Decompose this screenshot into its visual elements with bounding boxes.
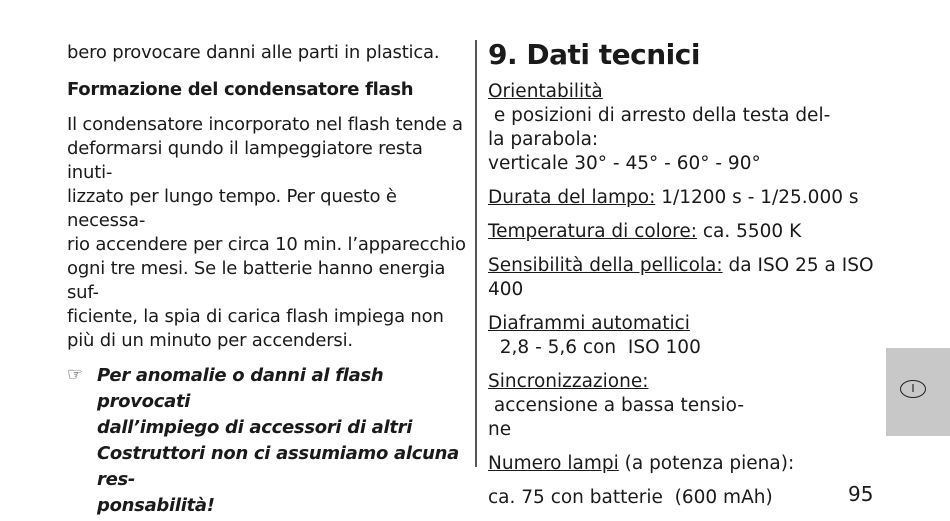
spec-line: [488, 80, 888, 128]
spec-label: Sincronizzazione:: [488, 371, 649, 392]
warning-line: dall’impiego di accessori di altri: [97, 417, 413, 438]
spec-label: Temperatura di colore:: [488, 221, 697, 242]
spec-item: [488, 254, 888, 302]
spec-item: [488, 80, 888, 176]
spec-item: [488, 186, 888, 210]
spec-item: [488, 220, 888, 244]
warning-line: Per anomalie o danni al flash provocati: [97, 365, 384, 412]
spec-label: Diaframmi automatici: [488, 313, 690, 334]
spec-value: 2,8 - 5,6 con ISO 100: [488, 337, 701, 358]
paragraph: [67, 113, 467, 353]
right-column: [488, 38, 888, 520]
paragraph-line: lizzato per lungo tempo. Per questo è necessa-: [67, 186, 397, 231]
spec-value: ca. 75 con batterie (600 mAh): [488, 487, 773, 508]
spec-label: Numero lampi: [488, 453, 619, 474]
spec-value: e posizioni di arresto della testa del-: [488, 105, 831, 126]
spec-continuation: la parabola:: [488, 129, 599, 150]
spec-line: [488, 452, 888, 476]
warning-text: [97, 363, 467, 519]
warning-line: Costruttori non ci assumiamo alcuna res-: [97, 443, 459, 490]
warning-note: [67, 363, 467, 519]
spec-line: [488, 370, 888, 418]
paragraph-line: rio accendere per circa 10 min. l’apparecchio: [67, 234, 466, 255]
spec-item: [488, 312, 888, 360]
spec-line: [488, 486, 888, 510]
spec-line: [488, 254, 888, 278]
left-column: [67, 41, 467, 519]
spec-value: ca. 5500 K: [696, 221, 802, 242]
spec-list: [488, 80, 888, 510]
column-divider: [475, 40, 477, 467]
paragraph-line: ficiente, la spia di carica flash impiega non: [67, 306, 444, 327]
spec-item: [488, 370, 888, 442]
pointing-hand-icon: ☞: [67, 364, 84, 385]
spec-value: 1/1200 s - 1/25.000 s: [655, 187, 859, 208]
paragraph-line: Il condensatore incorporato nel flash tende a: [67, 114, 463, 135]
spec-line: [488, 186, 888, 210]
page-number: 95: [848, 482, 874, 506]
spec-continuation: ne: [488, 419, 512, 440]
spec-line: [488, 312, 888, 360]
spec-value: (a potenza piena):: [618, 453, 795, 474]
warning-line: ponsabilità!: [97, 495, 215, 516]
language-badge: I: [900, 380, 926, 398]
spec-label: Durata del lampo:: [488, 187, 656, 208]
spec-label: Sensibilità della pellicola:: [488, 255, 723, 276]
language-tab: [886, 348, 950, 436]
paragraph-line: deformarsi qundo il lampeggiatore resta inuti-: [67, 138, 423, 183]
spec-value: da ISO 25 a ISO: [722, 255, 874, 276]
spec-line: [488, 220, 888, 244]
spec-item: [488, 486, 888, 510]
paragraph-line: più di un minuto per accendersi.: [67, 330, 353, 351]
paragraph-line: ogni tre mesi. Se le batterie hanno energia suf-: [67, 258, 446, 303]
spec-item: [488, 452, 888, 476]
spec-value: accensione a bassa tensio-: [488, 395, 745, 416]
spec-continuation: verticale 30° - 45° - 60° - 90°: [488, 153, 761, 174]
spec-label: Orientabilità: [488, 81, 603, 102]
continuation-line: bero provocare danni alle parti in plastica.: [67, 42, 440, 63]
section-title: 9. Dati tecnici: [488, 38, 700, 71]
spec-continuation: 400: [488, 279, 524, 300]
section-heading: Formazione del condensatore flash: [67, 79, 414, 100]
